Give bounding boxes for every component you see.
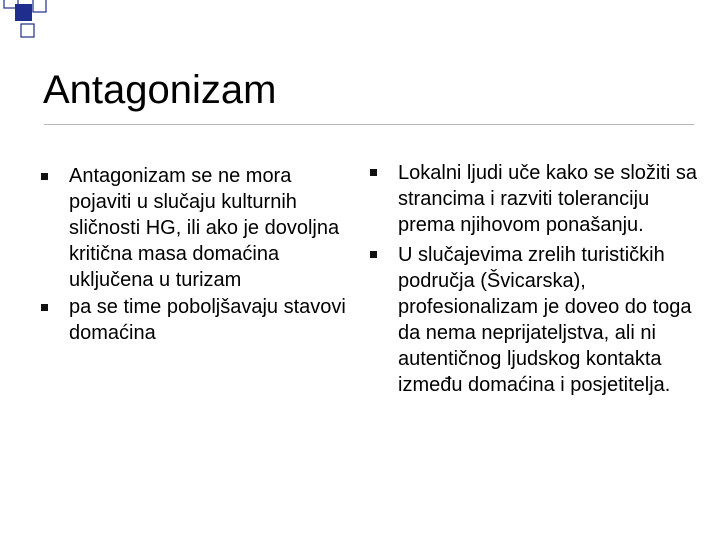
right-bullet-list [398,160,698,402]
square-bullet-icon [41,173,48,180]
bullet-item [398,160,698,238]
decor-square-outline [21,24,34,37]
bullet-text: Antagonizam se ne mora pojaviti u slučaju kulturnih sličnosti HG, ili ako je dovoljna kritična masa domaćina uključena u turizam [69,165,340,291]
bullet-item [69,163,359,293]
slide-title: Antagonizam [43,68,277,112]
corner-squares-decoration [0,0,60,50]
left-bullet-list [69,163,359,347]
bullet-text: Lokalni ljudi uče kako se složiti sa strancima i razviti toleranciju prema njihovom ponašanju. [398,162,698,236]
bullet-item [69,294,359,346]
bullet-item [398,242,698,398]
square-bullet-icon [370,251,377,258]
square-bullet-icon [41,304,48,311]
title-divider [44,124,694,125]
decor-square-outline [33,0,46,12]
bullet-text: U slučajevima zrelih turističkih područja (Švicarska), profesionalizam je doveo do toga da nema neprijateljstva, ali ni autentičnog ljudskog kontakta između domaćina i posjetitelja. [398,244,692,396]
bullet-text: pa se time poboljšavaju stavovi domaćina [69,296,346,344]
decor-square-filled [15,4,32,21]
square-bullet-icon [370,169,377,176]
